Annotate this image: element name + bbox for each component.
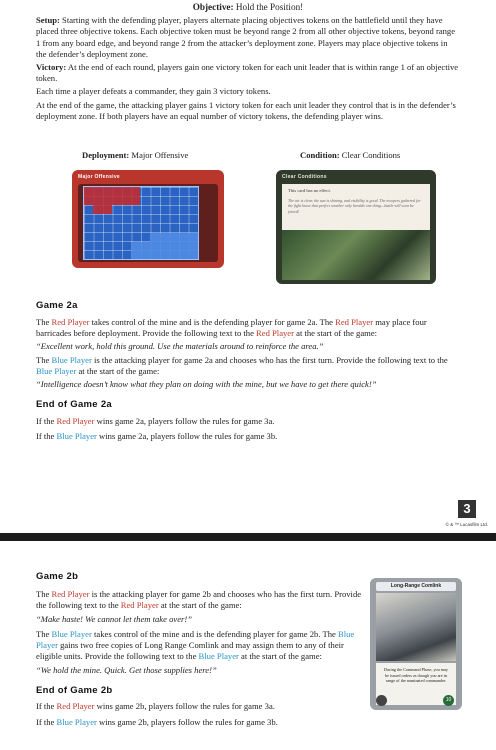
end-2b-line-1: If the Red Player wins game 2b, players follow the rules for game 3a. xyxy=(36,701,275,712)
upgrade-type-icon xyxy=(376,695,387,706)
game-2a-section xyxy=(36,300,460,443)
end-2b-line-2: If the Blue Player wins game 2b, players follow the rules for game 3b. xyxy=(36,716,278,727)
setup-paragraph: Setup: Starting with the defending player, players alternate placing objectives tokens on the battlefield until they have placed three objective tokens. Each objective token must be beyond range 2 from all other objective tokens, beyond range 1 from any board edge, and beyond range 2 from the attacker’s deployment zone. Players may place objective tokens in the defender’s deployment zone. xyxy=(36,15,456,59)
objective-block xyxy=(36,2,460,122)
forest-trooper-art xyxy=(282,230,430,280)
red-deployment-zone xyxy=(84,187,140,205)
game-2b-paragraph-2: The Blue Player takes control of the mine and is the defending player for game 2b. The Blue Player gains two free copies of Long Range Comlink and may assign them to any of their eligible units. Provide the following text to the Blue Player at the start of the game: xyxy=(36,628,355,662)
copyright-notice: © & ™ Lucasfilm Ltd. xyxy=(445,522,488,527)
condition-caption: Condition: Clear Conditions xyxy=(300,150,401,160)
page-number-badge: 3 xyxy=(458,500,476,518)
card-cost-badge: 10 xyxy=(443,695,454,706)
condition-card-image: Clear Conditions This card has no effect. The air is clear, the sun is shining, and visibility is good. The troopers gathered for the fight know that perfect weather only heralds one thing—battle will soon be joined! xyxy=(276,170,436,284)
long-range-comlink-card-image xyxy=(370,578,462,710)
comlink-card-title: Long-Range Comlink xyxy=(376,582,456,591)
game-2b-heading: Game 2b xyxy=(36,571,79,582)
commander-paragraph: Each time a player defeats a commander, they gain 3 victory tokens. xyxy=(36,86,271,97)
game-2a-paragraph-2: The Blue Player is the attacking player for game 2a and chooses who has the first turn. Provide the following text to the Blue Player at the start of the game: xyxy=(36,354,448,376)
game-2b-quote-1: “Make haste! We cannot let them take over!” xyxy=(36,614,192,625)
deployment-card-image: Major Offensive xyxy=(72,170,224,268)
victory-paragraph: Victory: At the end of each round, players gain one victory token for each unit leader that is within range 1 of an objective token. xyxy=(36,62,459,84)
game-2a-quote-1: “Excellent work, hold this ground. Use the materials around to reinforce the area.” xyxy=(36,341,324,352)
battlefield-grid xyxy=(83,186,199,260)
comlink-card-text: During the Command Phase, you may be issued orders as though you are in range of the nominated commander. xyxy=(376,663,456,705)
end-2a-line-1: If the Red Player wins game 2a, players follow the rules for game 3a. xyxy=(36,416,275,427)
game-2b-section xyxy=(36,571,366,728)
game-2a-paragraph-1: The Red Player takes control of the mine and is the defending player for game 2a. The Red Player may place four barricades before deployment. Provide the following text to the Red Player at the start of the game: xyxy=(36,317,427,339)
game-2a-heading: Game 2a xyxy=(36,300,78,311)
end-2a-line-2: If the Blue Player wins game 2a, players follow the rules for game 3b. xyxy=(36,431,278,442)
blue-deployment-zone xyxy=(150,233,198,259)
game-2a-quote-2: “Intelligence doesn’t know what they plan on doing with the mine, but we have to get there quick!” xyxy=(36,379,377,390)
objective-title: Objective: Hold the Position! xyxy=(192,2,304,12)
game-2b-quote-2: “We hold the mine. Quick. Get those supplies here!” xyxy=(36,665,217,676)
game-2b-paragraph-1: The Red Player is the attacking player for game 2b and chooses who has the first turn. Provide the following text to the Red Player at the start of the game: xyxy=(36,589,362,611)
deployment-caption: Deployment: Major Offensive xyxy=(82,150,189,160)
endgame-paragraph: At the end of the game, the attacking player gains 1 victory token for each unit leader they control that is in the defender’s deployment zone. If both players have an equal number of victory tokens, the defending player wins. xyxy=(36,99,456,121)
end-game-2b-heading: End of Game 2b xyxy=(36,685,113,697)
end-game-2a-heading: End of Game 2a xyxy=(36,399,112,411)
trooper-art xyxy=(376,593,456,661)
rules-page-2 xyxy=(0,541,496,750)
